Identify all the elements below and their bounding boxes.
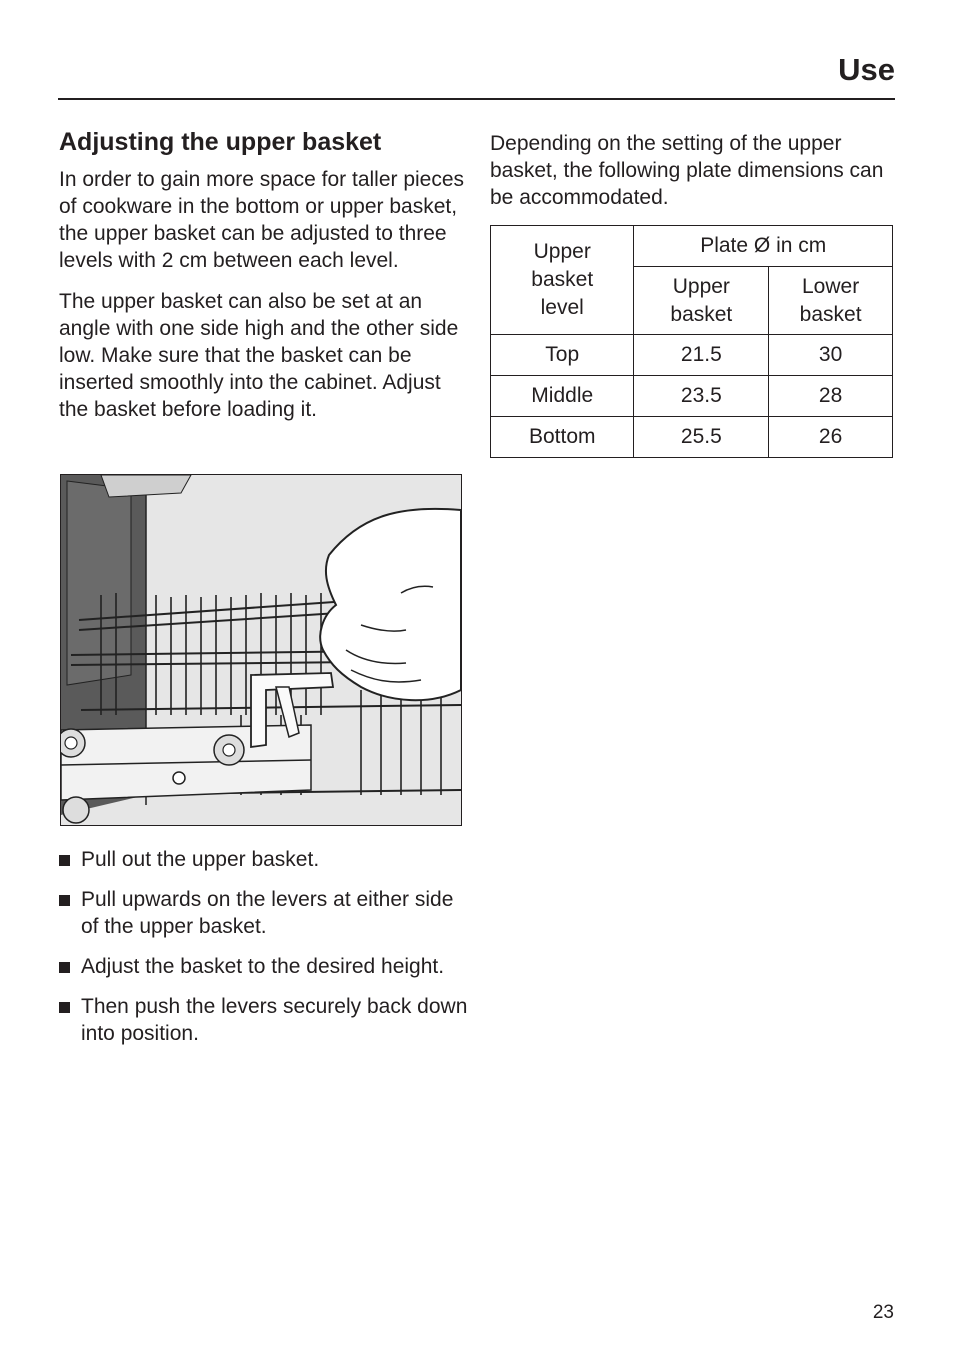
- table-header-level: Upper basket level: [491, 226, 634, 335]
- table-cell-level: Top: [491, 335, 634, 376]
- section-heading: Adjusting the upper basket: [59, 128, 382, 156]
- step-text: Then push the levers securely back down into position.: [81, 995, 468, 1045]
- table-header-upper: Upper basket: [634, 267, 769, 335]
- left-column: [59, 124, 469, 423]
- table-row: [491, 335, 893, 376]
- basket-drawing: [61, 475, 461, 825]
- instruction-steps: [59, 846, 469, 1060]
- page-number: 23: [872, 1302, 894, 1323]
- step-text: Adjust the basket to the desired height.: [81, 955, 445, 978]
- table-cell-level: Middle: [491, 376, 634, 417]
- table-header-plate: Plate Ø in cm: [634, 226, 893, 267]
- table-cell-lower: 28: [769, 376, 893, 417]
- list-item: [59, 953, 469, 980]
- plate-dimensions-table: [490, 225, 893, 458]
- intro-paragraph: In order to gain more space for taller pieces of cookware in the bottom or upper basket, the upper basket can be adjusted to three levels with 2 cm between each level.: [59, 168, 465, 272]
- table-row: [491, 376, 893, 417]
- table-cell-upper: 21.5: [634, 335, 769, 376]
- list-item: [59, 886, 469, 940]
- table-row: [491, 417, 893, 458]
- table-intro: Depending on the setting of the upper basket, the following plate dimensions can be accommodated.: [490, 132, 884, 209]
- list-item: [59, 993, 469, 1047]
- header-rule: [58, 98, 895, 100]
- right-column: [490, 130, 894, 211]
- table-cell-upper: 25.5: [634, 417, 769, 458]
- bullet-square-icon: [59, 895, 70, 906]
- table-cell-lower: 26: [769, 417, 893, 458]
- table-cell-lower: 30: [769, 335, 893, 376]
- step-text: Pull upwards on the levers at either side of the upper basket.: [81, 888, 454, 938]
- bullet-square-icon: [59, 855, 70, 866]
- bullet-square-icon: [59, 1002, 70, 1013]
- table-cell-upper: 23.5: [634, 376, 769, 417]
- table-cell-level: Bottom: [491, 417, 634, 458]
- upper-basket-illustration: [60, 474, 462, 826]
- list-item: [59, 846, 469, 873]
- bullet-square-icon: [59, 962, 70, 973]
- step-text: Pull out the upper basket.: [81, 848, 320, 871]
- table-header-lower: Lower basket: [769, 267, 893, 335]
- page-header-title: Use: [838, 52, 895, 87]
- angle-paragraph: The upper basket can also be set at an angle with one side high and the other side low. Make sure that the basket can be inserted smoothly into the cabinet. Adjust the basket before loading it.: [59, 290, 459, 421]
